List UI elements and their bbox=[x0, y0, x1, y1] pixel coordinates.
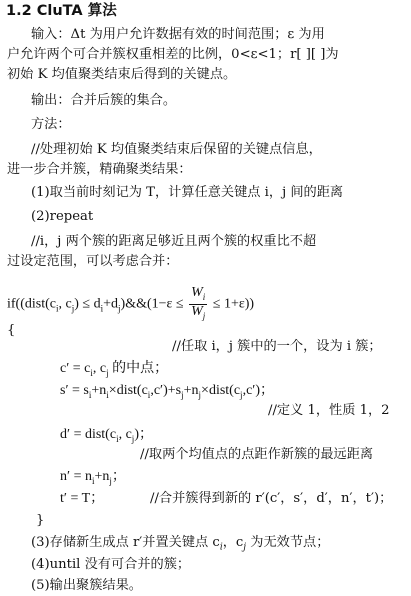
comment-line-1: //处理初始 K 均值聚类结束后保留的关键点信息， bbox=[31, 142, 322, 157]
input-line-3: 初始 K 均值聚类结束后得到的关键点。 bbox=[7, 67, 237, 82]
open-brace: { bbox=[7, 323, 16, 338]
condition-line-1: //i，j 两个簇的距离足够近且两个簇的权重比不超 bbox=[31, 234, 317, 249]
comment-farthest: //取两个均值点的点距作新簇的最远距离 bbox=[140, 447, 374, 462]
cprime-assignment: $c' = c_i$, $c_j$ 的中点； bbox=[60, 361, 169, 378]
step-2: (2)repeat bbox=[31, 209, 94, 224]
output-line: 输出：合并后簇的集合。 bbox=[31, 93, 177, 108]
comment-pick: //任取 i，j 簇中的一个，设为 i 簇； bbox=[172, 339, 382, 354]
step-3: (3)存储新生成点 r′并置关键点 $c_i$，$c_j$ 为无效节点； bbox=[31, 535, 330, 553]
close-brace: } bbox=[36, 513, 45, 528]
sprime-assignment: $s' = s_i+n_i\times dist(c_i,c')+s_j+n_j\times dist(c_j,c')$； bbox=[60, 383, 275, 400]
if-condition: $if((dist(c_i$, $c_j$) ≤ $d_i+d_j)\&\&(1-\varepsilon$ ≤ $\frac{W_i}{W_j}$ ≤ 1+ε)) bbox=[7, 285, 255, 321]
input-line-1: 输入：Δt 为用户允许数据有效的时间范围；ε 为用 bbox=[31, 27, 325, 42]
comment-line-2: 进一步合并簇，精确聚类结果： bbox=[7, 162, 192, 177]
nprime-assignment: $n' = n_i+n_j$； bbox=[60, 469, 126, 486]
condition-line-2: 过设定范围，可以考虑合并： bbox=[7, 254, 179, 269]
comment-merge: //合并簇得到新的 r′(c′，s′，d′，n′，t′)； bbox=[150, 491, 393, 506]
input-line-2: 户允许两个可合并簇权重相差的比例，0<ε<1；r[ ][ ]为 bbox=[7, 47, 339, 62]
section-title: 1.2 CluTA 算法 bbox=[6, 3, 117, 19]
tprime-assignment: t′ = T； bbox=[60, 491, 105, 506]
dprime-assignment: $d' = dist(c_i$, $c_j$)； bbox=[60, 427, 153, 444]
step-4: (4)until 没有可合并的簇； bbox=[31, 557, 191, 572]
comment-definition: //定义 1，性质 1，2 bbox=[268, 403, 390, 418]
weight-ratio: $\frac{W_i}{W_j}$ bbox=[191, 285, 206, 321]
step-5: (5)输出聚簇结果。 bbox=[31, 578, 142, 593]
method-label: 方法： bbox=[31, 117, 71, 132]
step-1: (1)取当前时刻记为 T，计算任意关键点 i，j 间的距离 bbox=[31, 185, 344, 200]
